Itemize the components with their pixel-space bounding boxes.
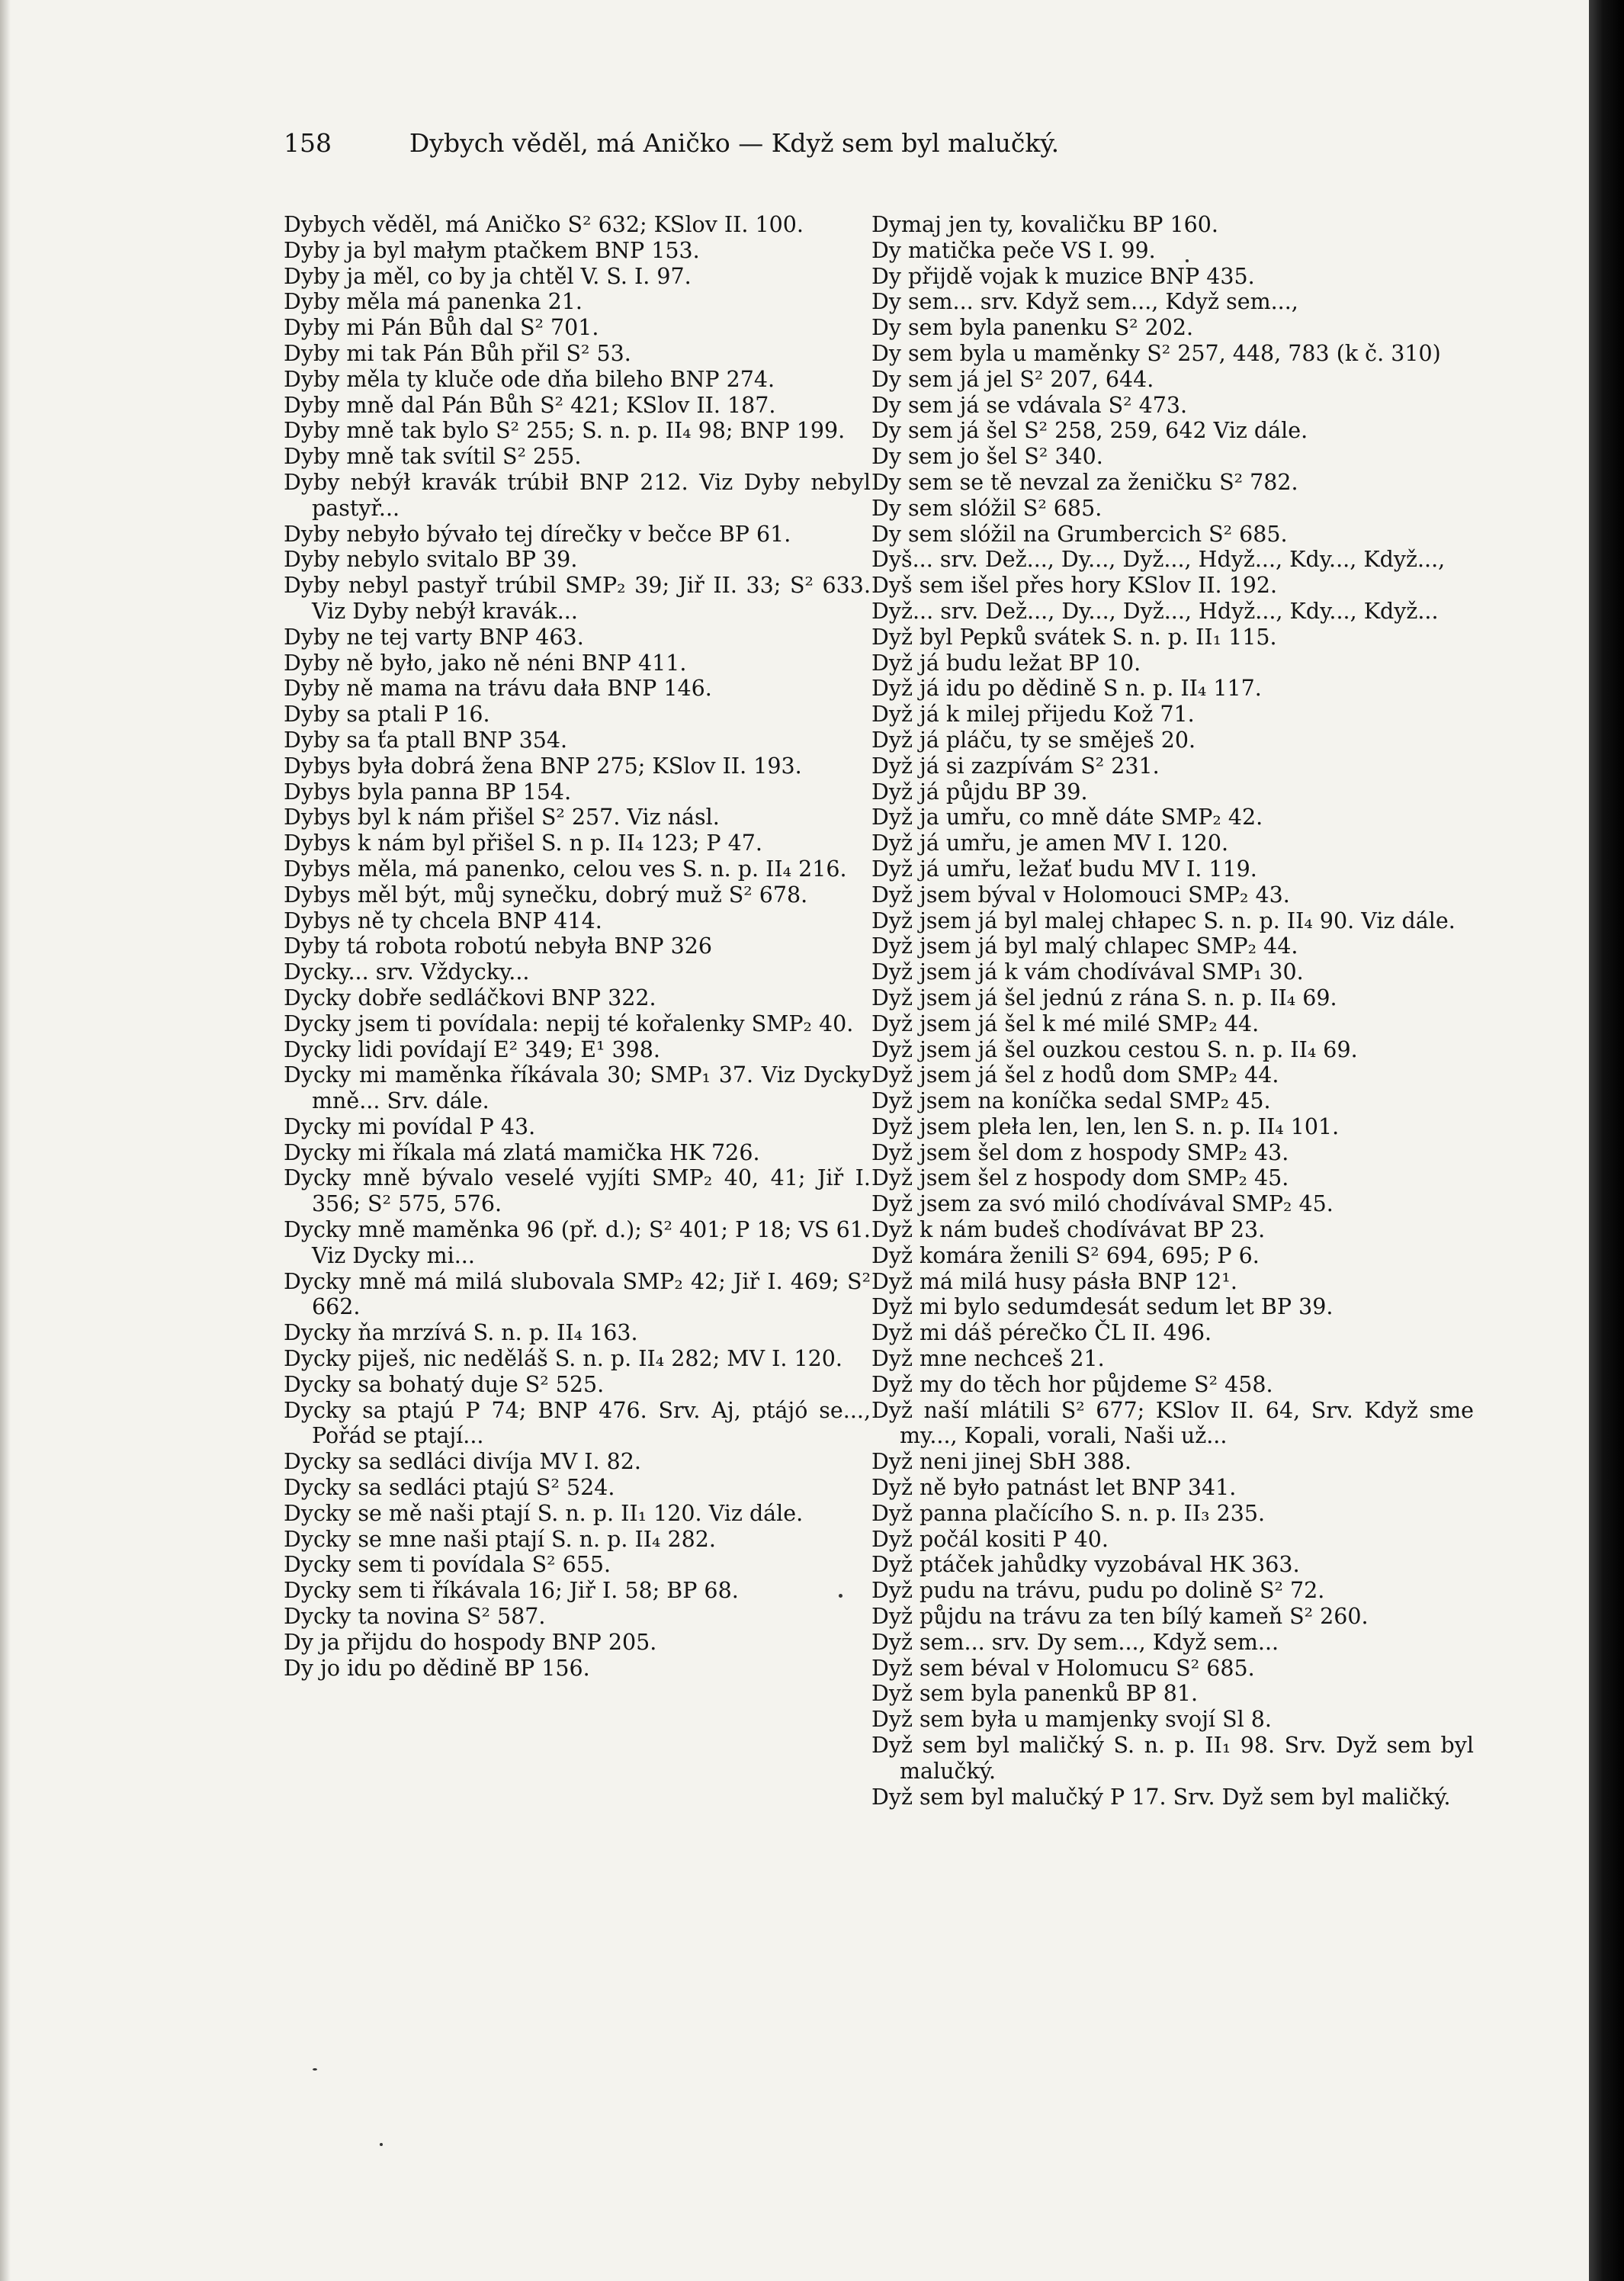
index-entry: Dyž sem byla panenků BP 81. [871,1681,1199,1707]
index-entry: Dyš sem išel přes hory KSlov II. 192. [871,573,1278,599]
index-entry: Dybych věděl, má Aničko S² 632; KSlov II. 100. [284,212,804,237]
index-entry: Dyby mně tak bylo S² 255; S. n. p. II₄ 98; BNP 199. [284,418,846,444]
index-entry: Dycky mně má milá slubovala SMP₂ 42; Jiř I. 469; S² 662. [284,1268,871,1320]
index-entry: Dybys k nám byl přišel S. n p. II₄ 123; P 47. [284,830,762,856]
index-entry: Dyby ně mama na trávu dała BNP 146. [284,676,712,702]
index-entry: Dy sem já se vdávala S² 473. [871,392,1188,418]
index-entry: Dyž sem byl malučký P 17. Srv. Dyž sem byl maličký. [871,1784,1451,1810]
index-entry: Dycky dobře sedláčkovi BNP 322. [284,985,656,1010]
index-entry: Dycky ta novina S² 587. [284,1604,546,1630]
index-entry: Dyž jsem já šel ouzkou cestou S. n. p. II₄ 69. [871,1036,1358,1062]
index-entry: Dycky se mne naši ptají S. n. p. II₄ 282. [284,1526,716,1552]
index-entry: Dyby tá robota robotú nebyła BNP 326 [284,933,712,959]
index-entry: Dyž jsem já byl malej chłapec S. n. p. II₄ 90. Viz dále. [871,908,1456,933]
index-entry: Dycky mi maměnka říkávala 30; SMP₁ 37. Viz Dycky mně... Srv. dále. [284,1062,871,1114]
index-entry: Dybys byla panna BP 154. [284,779,572,805]
index-entry: Dyž jsem za svó miló chodívával SMP₂ 45. [871,1191,1334,1217]
index-entry: Dyž jsem já šel k mé milé SMP₂ 44. [871,1010,1260,1036]
index-entry: Dyž ja umřu, co mně dáte SMP₂ 42. [871,805,1263,830]
index-entry: Dyby měla má panenka 21. [284,289,583,315]
index-entry: Dybys ně ty chcela BNP 414. [284,908,602,933]
print-speck [1186,259,1189,262]
index-entry: Dyž jsem já k vám chodívával SMP₁ 30. [871,959,1304,985]
index-entry: Dycky se mě naši ptají S. n. p. II₁ 120. Viz dále. [284,1500,804,1526]
index-entry: Dyby ja byl małym ptačkem BNP 153. [284,237,700,263]
index-entry: Dyby ja měl, co by ja chtěl V. S. I. 97. [284,263,692,289]
index-entry: Dyž mi dáš pérečko ČL II. 496. [871,1320,1212,1346]
index-entry: Dyž byl Pepků svátek S. n. p. II₁ 115. [871,624,1277,650]
index-entry: Dyž já idu po dědině S n. p. II₄ 117. [871,676,1262,702]
index-entry: Dy sem byla panenku S² 202. [871,315,1194,341]
index-entry: Dyž komára ženili S² 694, 695; P 6. [871,1242,1260,1268]
index-entry: Dyž jsem šel z hospody dom SMP₂ 45. [871,1165,1289,1191]
index-entry: Dyž neni jinej SbH 388. [871,1449,1131,1475]
index-entry: Dyž jsem já šel z hodů dom SMP₂ 44. [871,1062,1279,1088]
index-entry: Dyby mi tak Pán Bůh přil S² 53. [284,340,631,366]
index-entry: Dyby mně tak svítil S² 255. [284,444,582,470]
index-entry: Dyby sa ptali P 16. [284,702,490,728]
index-entry: Dyž já pláču, ty se směješ 20. [871,727,1196,753]
index-entry: Dycky sa ptajú P 74; BNP 476. Srv. Aj, ptájó se..., Pořád se ptají... [284,1397,871,1449]
index-entry: Dycky sa sedláci divíja MV I. 82. [284,1449,641,1475]
index-entry: Dyž sem była u mamjenky svojí Sl 8. [871,1707,1272,1733]
index-entry: Dyž sem béval v Holomucu S² 685. [871,1655,1255,1681]
index-entry: Dyž my do těch hor půjdeme S² 458. [871,1371,1273,1397]
index-entry: Dybys byl k nám přišel S² 257. Viz násl. [284,805,720,830]
index-entry: Dyž mi bylo sedumdesát sedum let BP 39. [871,1294,1334,1320]
index-entry: Dycky... srv. Vždycky... [284,959,530,985]
index-entry: Dyž má milá husy pásła BNP 12¹. [871,1268,1237,1294]
print-speck [839,1594,842,1598]
right-column [871,212,1474,1810]
index-entry: Dyby mně dal Pán Bůh S² 421; KSlov II. 187. [284,392,776,418]
index-entry: Dyby nebyło bývało tej dírečky v bečce BP 61. [284,521,791,547]
index-entry: Dy sem jo šel S² 340. [871,444,1103,470]
index-entry: Dy sem já šel S² 258, 259, 642 Viz dále. [871,418,1308,444]
index-entry: Dyž počál kositi P 40. [871,1526,1109,1552]
index-entry: Dy sem byla u maměnky S² 257, 448, 783 (k č. 310) [871,340,1441,366]
index-entry: Dy sem já jel S² 207, 644. [871,366,1154,392]
index-entry: Dy jo idu po dědině BP 156. [284,1655,590,1681]
index-entry: Dyby nebyl pastyř trúbil SMP₂ 39; Jiř II. 33; S² 633. Viz Dyby nebýł kravák... [284,573,871,624]
index-entry: Dyby sa ťa ptall BNP 354. [284,727,568,753]
index-entry: Dyž naší mlátili S² 677; KSlov II. 64, Srv. Když sme my..., Kopali, vorali, Naši už... [871,1397,1474,1449]
index-entry: Dy ja přijdu do hospody BNP 205. [284,1629,657,1655]
index-entry: Dycky sem ti povídala S² 655. [284,1552,611,1578]
index-entry: Dyž k nám budeš chodívávat BP 23. [871,1217,1266,1243]
scanner-edge [1589,0,1624,2281]
index-entry: Dybys měl být, můj synečku, dobrý muž S² 678. [284,882,808,908]
index-entry: Dycky piješ, nic neděláš S. n. p. II₄ 282; MV I. 120. [284,1346,842,1372]
index-entry: Dyby měla ty kluče ode dňa bileho BNP 274. [284,366,775,392]
index-entry: Dyž jsem já byl malý chlapec SMP₂ 44. [871,933,1298,959]
index-entry: Dyž já umřu, ležať budu MV I. 119. [871,856,1257,882]
index-entry: Dycky mi povídal P 43. [284,1113,536,1139]
index-entry: Dy matička peče VS I. 99. [871,237,1156,263]
index-entry: Dycky ňa mrzívá S. n. p. II₄ 163. [284,1320,638,1346]
index-entry: Dyby nebýł kravák trúbił BNP 212. Viz Dyby nebyl pastyř... [284,469,871,521]
index-entry: Dybys měla, má panenko, celou ves S. n. p. II₄ 216. [284,856,847,882]
index-entry: Dycky sa sedláci ptajú S² 524. [284,1475,615,1501]
index-entry: Dycky jsem ti povídala: nepij té kořalenky SMP₂ 40. [284,1010,854,1036]
index-entry: Dyž já půjdu BP 39. [871,779,1088,805]
index-entry: Dy sem se tě nevzal za ženičku S² 782. [871,469,1298,495]
index-entry: Dy přijdě vojak k muzice BNP 435. [871,263,1255,289]
index-entry: Dybys była dobrá žena BNP 275; KSlov II. 193. [284,753,802,779]
index-entry: Dycky sa bohatý duje S² 525. [284,1371,605,1397]
index-entry: Dycky mi říkala má zlatá mamička HK 726. [284,1139,760,1165]
index-entry: Dyž ptáček jahůdky vyzobával HK 363. [871,1552,1300,1578]
index-entry: Dyž já umřu, je amen MV I. 120. [871,830,1229,856]
index-entry: Dyž jsem já šel jednú z rána S. n. p. II₄ 69. [871,985,1337,1010]
index-entry: Dyž pudu na trávu, pudu po dolině S² 72. [871,1578,1325,1604]
index-entry: Dycky mně maměnka 96 (př. d.); S² 401; P 18; VS 61. Viz Dycky mi... [284,1217,871,1268]
index-entry: Dyž já si zazpívám S² 231. [871,753,1160,779]
index-entry: Dy sem slóžil S² 685. [871,495,1102,521]
index-entry: Dycky lidi povídají E² 349; E¹ 398. [284,1036,660,1062]
left-column [284,212,871,1681]
index-entry: Dy sem... srv. Když sem..., Když sem..., [871,289,1298,315]
index-entry: Dyby nebylo svitalo BP 39. [284,547,578,573]
index-entry: Dymaj jen ty, kovaličku BP 160. [871,212,1218,237]
index-entry: Dyž jsem na koníčka sedal SMP₂ 45. [871,1088,1271,1114]
index-entry: Dyž jsem býval v Holomouci SMP₂ 43. [871,882,1290,908]
index-entry: Dyž mne nechceš 21. [871,1346,1105,1372]
index-entry: Dyby ne tej varty BNP 463. [284,624,584,650]
page-number: 158 [284,128,332,158]
page-gutter-shadow [0,0,11,2281]
index-entry: Dyž půjdu na trávu za ten bílý kameň S² 260. [871,1604,1369,1630]
print-speck [380,2143,383,2146]
index-entry: Dyž ně było patnást let BNP 341. [871,1475,1237,1501]
print-speck [313,2068,317,2071]
index-entry: Dyž jsem pleła len, len, len S. n. p. II₄ 101. [871,1113,1340,1139]
index-entry: Dycky sem ti říkávala 16; Jiř I. 58; BP 68. [284,1578,739,1604]
index-entry: Dyž... srv. Dež..., Dy..., Dyž..., Hdyž..., Kdy..., Když... [871,598,1439,624]
index-entry: Dy sem slóžil na Grumbercich S² 685. [871,521,1288,547]
running-title: Dybych věděl, má Aničko — Když sem byl malučký. [409,128,1060,158]
index-entry: Dyž sem... srv. Dy sem..., Když sem... [871,1629,1279,1655]
index-entry: Dyž panna plačícího S. n. p. II₃ 235. [871,1500,1266,1526]
index-entry: Dyž já budu ležat BP 10. [871,650,1141,676]
index-entry: Dyž jsem šel dom z hospody SMP₂ 43. [871,1139,1289,1165]
index-entry: Dyš... srv. Dež..., Dy..., Dyž..., Hdyž..., Kdy..., Když..., [871,547,1446,573]
index-entry: Dyž já k milej přijedu Kož 71. [871,702,1195,728]
index-entry: Dyby mi Pán Bůh dal S² 701. [284,315,599,341]
index-entry: Dyby ně było, jako ně néni BNP 411. [284,650,687,676]
index-entry: Dyž sem byl maličký S. n. p. II₁ 98. Srv. Dyž sem byl malučký. [871,1733,1474,1784]
index-entry: Dycky mně bývalo veselé vyjíti SMP₂ 40, 41; Jiř I. 356; S² 575, 576. [284,1165,871,1217]
